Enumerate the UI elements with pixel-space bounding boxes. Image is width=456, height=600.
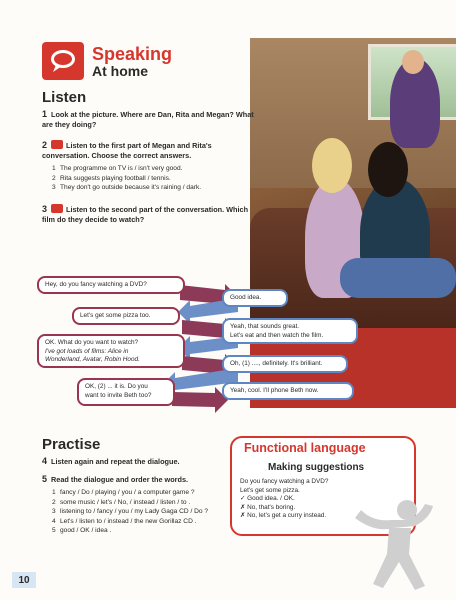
question-5-text: Read the dialogue and order the words. [51, 475, 189, 484]
question-1-text: Look at the picture. Where are Dan, Rita and Megan? What are they doing? [42, 110, 254, 129]
question-2-text: Listen to the first part of Megan and Rita's conversation. Choose the correct answers. [42, 141, 212, 160]
dialogue-bubble-4: Yeah, that sounds great. Let's eat and then watch the film. [222, 318, 358, 344]
list-item: Let's get some pizza. [240, 486, 300, 494]
list-item: 1 The programme on TV is / isn't very good. [52, 165, 183, 172]
question-5-number: 5 [42, 474, 48, 484]
dialogue-bubble-1: Hey, do you fancy watching a DVD? [37, 276, 185, 294]
list-item: 3 listening to / fancy / you / my Lady Gaga CD / Do ? [52, 508, 209, 515]
practise-heading: Practise [42, 436, 101, 453]
list-item: 4 Let's / listen to / instead / the new Gorillaz CD . [52, 517, 197, 525]
listen-heading: Listen [42, 89, 87, 106]
section-title: Speaking [92, 44, 173, 64]
functional-language-title: Functional language [244, 441, 366, 455]
section-subtitle: At home [92, 63, 148, 79]
list-item: 2 some music / let's / No, / instead / listen / to . [52, 498, 191, 506]
list-item: 5 good / OK / idea . [52, 527, 112, 534]
question-4-number: 4 [42, 456, 48, 466]
question-1-number: 1 [42, 109, 48, 119]
question-4-text: Listen again and repeat the dialogue. [51, 457, 180, 466]
dialogue-bubble-7: OK, (2) ... it is. Do you want to invite Beth too? [77, 378, 175, 406]
list-item: Do you fancy watching a DVD? [240, 478, 329, 485]
list-item: 1 fancy / Do / playing / you / a computer game ? [52, 489, 195, 496]
question-2-number: 2 [42, 140, 48, 150]
question-5 [42, 474, 227, 485]
question-3-number: 3 [42, 204, 48, 214]
dialogue-bubble-3: Let's get some pizza too. [72, 307, 180, 325]
list-item: 3 They don't go outside because it's raining / dark. [52, 184, 202, 191]
dialogue-bubble-5: OK. What do you want to watch? I've got loads of films: Alice in Wonderland, Avatar, Robin Hood. [37, 334, 185, 368]
cheering-figure-icon [345, 498, 435, 593]
question-5-items [52, 488, 230, 536]
question-4 [42, 456, 227, 467]
list-item: ✗ No, let's get a curry instead. [240, 512, 327, 520]
arrow-right [172, 387, 228, 413]
functional-language-subtitle: Making suggestions [268, 462, 365, 473]
dialogue-bubble-8: Yeah, cool. I'll phone Beth now. [222, 382, 354, 400]
list-item: ✓ Good idea. / OK. [240, 495, 295, 503]
dialogue-bubble-6: Oh, (1) ...., definitely. It's brilliant. [222, 355, 348, 373]
functional-language-lines [240, 478, 328, 521]
question-3-text: Listen to the second part of the conversation. Which film do they decide to watch? [42, 205, 249, 224]
dialogue-bubble-2: Good idea. [222, 289, 288, 307]
page-number: 10 [12, 572, 36, 588]
list-item: ✗ No, that's boring. [240, 503, 296, 511]
list-item: 2 Rita suggests playing football / tennis. [52, 174, 171, 182]
